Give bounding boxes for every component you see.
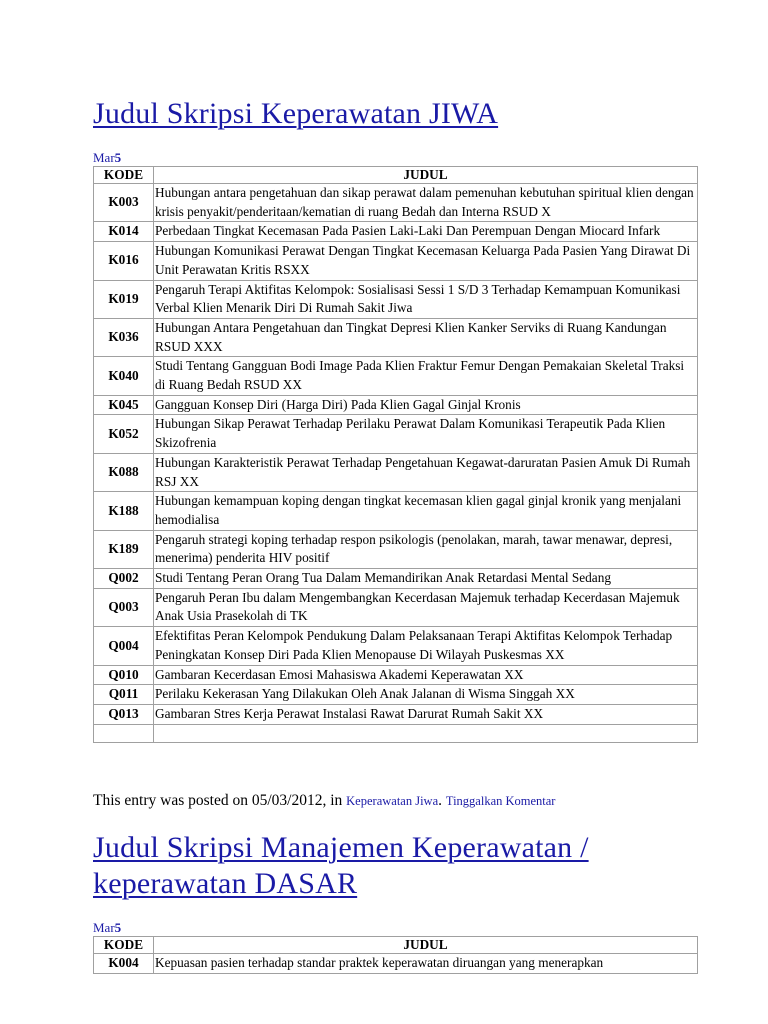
row-title: Studi Tentang Gangguan Bodi Image Pada Klien Fraktur Femur Dengan Pemakaian Skeletal Traksi di Ruang Bedah RSUD XX	[154, 357, 698, 395]
skripsi-table-jiwa	[93, 166, 698, 743]
header-judul: JUDUL	[154, 167, 698, 184]
table-row	[94, 665, 698, 685]
meta-text: This entry was posted on 05/03/2012, in	[93, 792, 347, 809]
table-row	[94, 627, 698, 665]
table-row	[94, 184, 698, 222]
row-title: Gangguan Konsep Diri (Harga Diri) Pada Klien Gagal Ginjal Kronis	[154, 395, 698, 415]
table-row	[94, 395, 698, 415]
date-month: Mar	[93, 150, 115, 165]
row-code: K004	[94, 954, 154, 974]
header-judul: JUDUL	[154, 937, 698, 954]
row-title: Pengaruh strategi koping terhadap respon psikologis (penolakan, marah, tawar menawar, depresi, menerima) penderita HIV positif	[154, 530, 698, 568]
category-link[interactable]: Keperawatan Jiwa	[346, 794, 439, 808]
row-title: Perilaku Kekerasan Yang Dilakukan Oleh Anak Jalanan di Wisma Singgah XX	[154, 685, 698, 705]
table-row	[94, 685, 698, 705]
row-code: K016	[94, 242, 154, 280]
row-code: K036	[94, 318, 154, 356]
table-header-row	[94, 937, 698, 954]
post-meta-jiwa	[93, 792, 555, 810]
row-title: Efektifitas Peran Kelompok Pendukung Dalam Pelaksanaan Terapi Aktifitas Kelompok Terhadap Peningkatan Konsep Diri Pada Klien Menopause Di Wilayah Puskesmas XX	[154, 627, 698, 665]
row-title: Gambaran Stres Kerja Perawat Instalasi Rawat Darurat Rumah Sakit XX	[154, 704, 698, 724]
header-kode: KODE	[94, 167, 154, 184]
table-row	[94, 588, 698, 626]
row-code: Q004	[94, 627, 154, 665]
row-title: Studi Tentang Peran Orang Tua Dalam Memandirikan Anak Retardasi Mental Sedang	[154, 569, 698, 589]
row-code: Q003	[94, 588, 154, 626]
date-month: Mar	[93, 920, 115, 935]
header-kode: KODE	[94, 937, 154, 954]
row-code: K189	[94, 530, 154, 568]
row-title	[154, 724, 698, 742]
row-title: Kepuasan pasien terhadap standar praktek keperawatan diruangan yang menerapkan	[154, 954, 698, 974]
row-title: Hubungan Karakteristik Perawat Terhadap Pengetahuan Kegawat-daruratan Pasien Amuk Di Rumah RSJ XX	[154, 453, 698, 491]
post-title-manajemen[interactable]	[93, 830, 589, 902]
date-day: 5	[114, 920, 122, 935]
row-title: Gambaran Kecerdasan Emosi Mahasiswa Akademi Keperawatan XX	[154, 665, 698, 685]
table-row	[94, 222, 698, 242]
row-code: K088	[94, 453, 154, 491]
row-code: K045	[94, 395, 154, 415]
row-title: Hubungan Antara Pengetahuan dan Tingkat Depresi Klien Kanker Serviks di Ruang Kandungan RSUD XXX	[154, 318, 698, 356]
row-code: K014	[94, 222, 154, 242]
meta-separator: .	[438, 792, 446, 809]
table-row	[94, 415, 698, 453]
table-row	[94, 280, 698, 318]
table-row	[94, 453, 698, 491]
row-code: K188	[94, 492, 154, 530]
post-date-manajemen[interactable]	[93, 920, 121, 936]
table-row	[94, 954, 698, 974]
comment-link[interactable]: Tinggalkan Komentar	[445, 794, 556, 808]
title-line-1: Judul Skripsi Manajemen Keperawatan /	[93, 831, 589, 864]
date-day: 5	[114, 150, 122, 165]
row-title: Pengaruh Peran Ibu dalam Mengembangkan Kecerdasan Majemuk terhadap Kecerdasan Majemuk Anak Usia Prasekolah di TK	[154, 588, 698, 626]
post-title-jiwa[interactable]: Judul Skripsi Keperawatan JIWA	[93, 97, 499, 130]
row-code: K052	[94, 415, 154, 453]
table-header-row	[94, 167, 698, 184]
row-code: Q002	[94, 569, 154, 589]
table-row	[94, 492, 698, 530]
post-date-jiwa[interactable]	[93, 150, 121, 166]
row-code	[94, 724, 154, 742]
table-row	[94, 242, 698, 280]
row-code: Q010	[94, 665, 154, 685]
row-title: Hubungan Sikap Perawat Terhadap Perilaku Perawat Dalam Komunikasi Terapeutik Pada Klien Skizofrenia	[154, 415, 698, 453]
skripsi-table-manajemen	[93, 936, 698, 974]
row-title: Hubungan Komunikasi Perawat Dengan Tingkat Kecemasan Keluarga Pada Pasien Yang Dirawat Di Unit Perawatan Kritis RSXX	[154, 242, 698, 280]
row-code: Q013	[94, 704, 154, 724]
table-row	[94, 357, 698, 395]
row-code: K040	[94, 357, 154, 395]
row-title: Perbedaan Tingkat Kecemasan Pada Pasien Laki-Laki Dan Perempuan Dengan Miocard Infark	[154, 222, 698, 242]
row-title: Pengaruh Terapi Aktifitas Kelompok: Sosialisasi Sessi 1 S/D 3 Terhadap Kemampuan Komunikasi Verbal Klien Menarik Diri Di Rumah Sakit Jiwa	[154, 280, 698, 318]
row-title: Hubungan antara pengetahuan dan sikap perawat dalam pemenuhan kebutuhan spiritual klien dengan krisis penyakit/penderitaan/kematian di ruang Bedah dan Interna RSUD X	[154, 184, 698, 222]
table-row	[94, 704, 698, 724]
table-row	[94, 318, 698, 356]
title-line-2: keperawatan DASAR	[93, 867, 358, 900]
row-code: Q011	[94, 685, 154, 705]
row-code: K003	[94, 184, 154, 222]
table-row	[94, 724, 698, 742]
row-title: Hubungan kemampuan koping dengan tingkat kecemasan klien gagal ginjal kronik yang menjalani hemodialisa	[154, 492, 698, 530]
table-row	[94, 530, 698, 568]
row-code: K019	[94, 280, 154, 318]
table-row	[94, 569, 698, 589]
